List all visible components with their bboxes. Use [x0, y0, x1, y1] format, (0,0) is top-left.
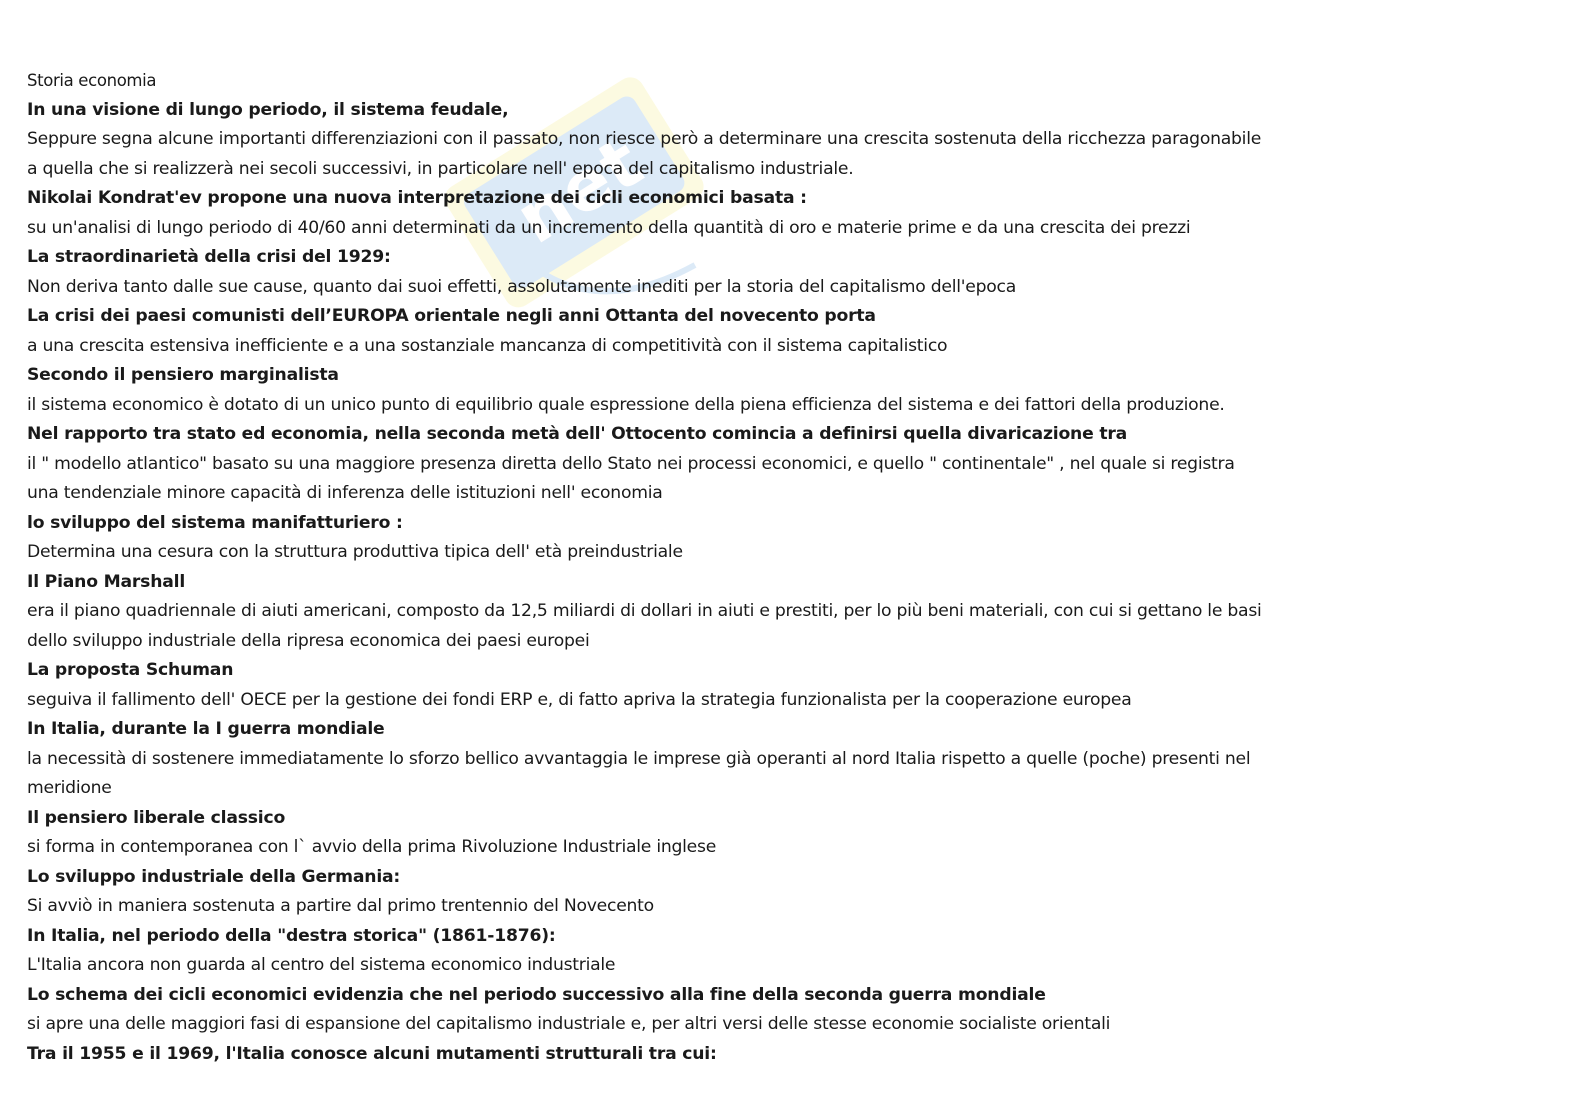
answer-text: era il piano quadriennale di aiuti americani, composto da 12,5 miliardi di dollari in aiuti e prestiti, per lo più beni materiali, con cui si gettano le basi — [27, 601, 1262, 621]
question-heading: Lo schema dei cicli economici evidenzia che nel periodo successivo alla fine della seconda guerra mondiale — [27, 984, 1046, 1005]
answer-text: Seppure segna alcune importanti differenziazioni con il passato, non riesce però a determinare una crescita sostenuta della ricchezza paragonabile — [27, 129, 1262, 149]
question-heading: Secondo il pensiero marginalista — [27, 365, 339, 385]
document-body — [27, 96, 1557, 1070]
answer-text: dello sviluppo industriale della ripresa economica dei paesi europei — [27, 630, 590, 651]
question-heading: Tra il 1955 e il 1969, l'Italia conosce alcuni mutamenti strutturali tra cui: — [27, 1043, 717, 1064]
question-heading: Il Piano Marshall — [27, 571, 186, 592]
answer-text: Determina una cesura con la struttura produttiva tipica dell' età preindustriale — [27, 542, 683, 562]
answer-text: a quella che si realizzerà nei secoli successivi, in particolare nell' epoca del capitalismo industriale. — [27, 158, 854, 179]
answer-text: il " modello atlantico" basato su una maggiore presenza diretta dello Stato nei processi economici, e quello " continentale" , nel quale si registra — [27, 453, 1235, 474]
answer-text: una tendenziale minore capacità di inferenza delle istituzioni nell' economia — [27, 483, 663, 503]
answer-text: si apre una delle maggiori fasi di espansione del capitalismo industriale e, per altri versi delle stesse economie socialiste orientali — [27, 1014, 1111, 1034]
question-heading: La crisi dei paesi comunisti dell’EUROPA orientale negli anni Ottanta del novecento porta — [27, 306, 876, 326]
answer-text: la necessità di sostenere immediatamente lo sforzo bellico avvantaggia le imprese già operanti al nord Italia rispetto a quelle (poche) presenti nel — [27, 748, 1251, 769]
answer-text: si forma in contemporanea con l` avvio della prima Rivoluzione Industriale inglese — [27, 837, 717, 857]
question-heading: In una visione di lungo periodo, il sistema feudale, — [27, 99, 509, 120]
question-heading: In Italia, nel periodo della "destra storica" (1861-1876): — [27, 925, 556, 946]
question-heading: Nel rapporto tra stato ed economia, nella seconda metà dell' Ottocento comincia a definirsi quella divaricazione tra — [27, 424, 1128, 444]
watermark-text: net — [501, 121, 657, 260]
answer-text: Si avviò in maniera sostenuta a partire dal primo trentennio del Novecento — [27, 896, 654, 916]
answer-text: su un'analisi di lungo periodo di 40/60 anni determinati da un incremento della quantità di oro e materie prime e da una crescita dei prezzi — [27, 217, 1191, 238]
document-page — [27, 66, 1557, 1069]
question-heading: La proposta Schuman — [27, 660, 234, 680]
question-heading: Nikolai Kondrat'ev propone una nuova interpretazione dei cicli economici basata : — [27, 188, 807, 208]
answer-text: meridione — [27, 778, 112, 798]
answer-text: L'Italia ancora non guarda al centro del sistema economico industriale — [27, 955, 616, 975]
question-heading: Lo sviluppo industriale della Germania: — [27, 866, 401, 887]
answer-text: il sistema economico è dotato di un unico punto di equilibrio quale espressione della piena efficienza del sistema e dei fattori della produzione. — [27, 394, 1225, 415]
answer-text: a una crescita estensiva inefficiente e a una sostanziale mancanza di competitività con il sistema capitalistico — [27, 335, 948, 356]
question-heading: lo sviluppo del sistema manifatturiero : — [27, 512, 403, 533]
question-heading: Il pensiero liberale classico — [27, 807, 286, 828]
question-heading: In Italia, durante la I guerra mondiale — [27, 719, 385, 739]
answer-text: seguiva il fallimento dell' OECE per la gestione dei fondi ERP e, di fatto apriva la strategia funzionalista per la cooperazione europea — [27, 689, 1132, 710]
question-heading: La straordinarietà della crisi del 1929: — [27, 247, 391, 267]
document-title: Storia economia — [27, 71, 157, 90]
answer-text: Non deriva tanto dalle sue cause, quanto dai suoi effetti, assolutamente inediti per la storia del capitalismo dell'epoca — [27, 276, 1017, 297]
